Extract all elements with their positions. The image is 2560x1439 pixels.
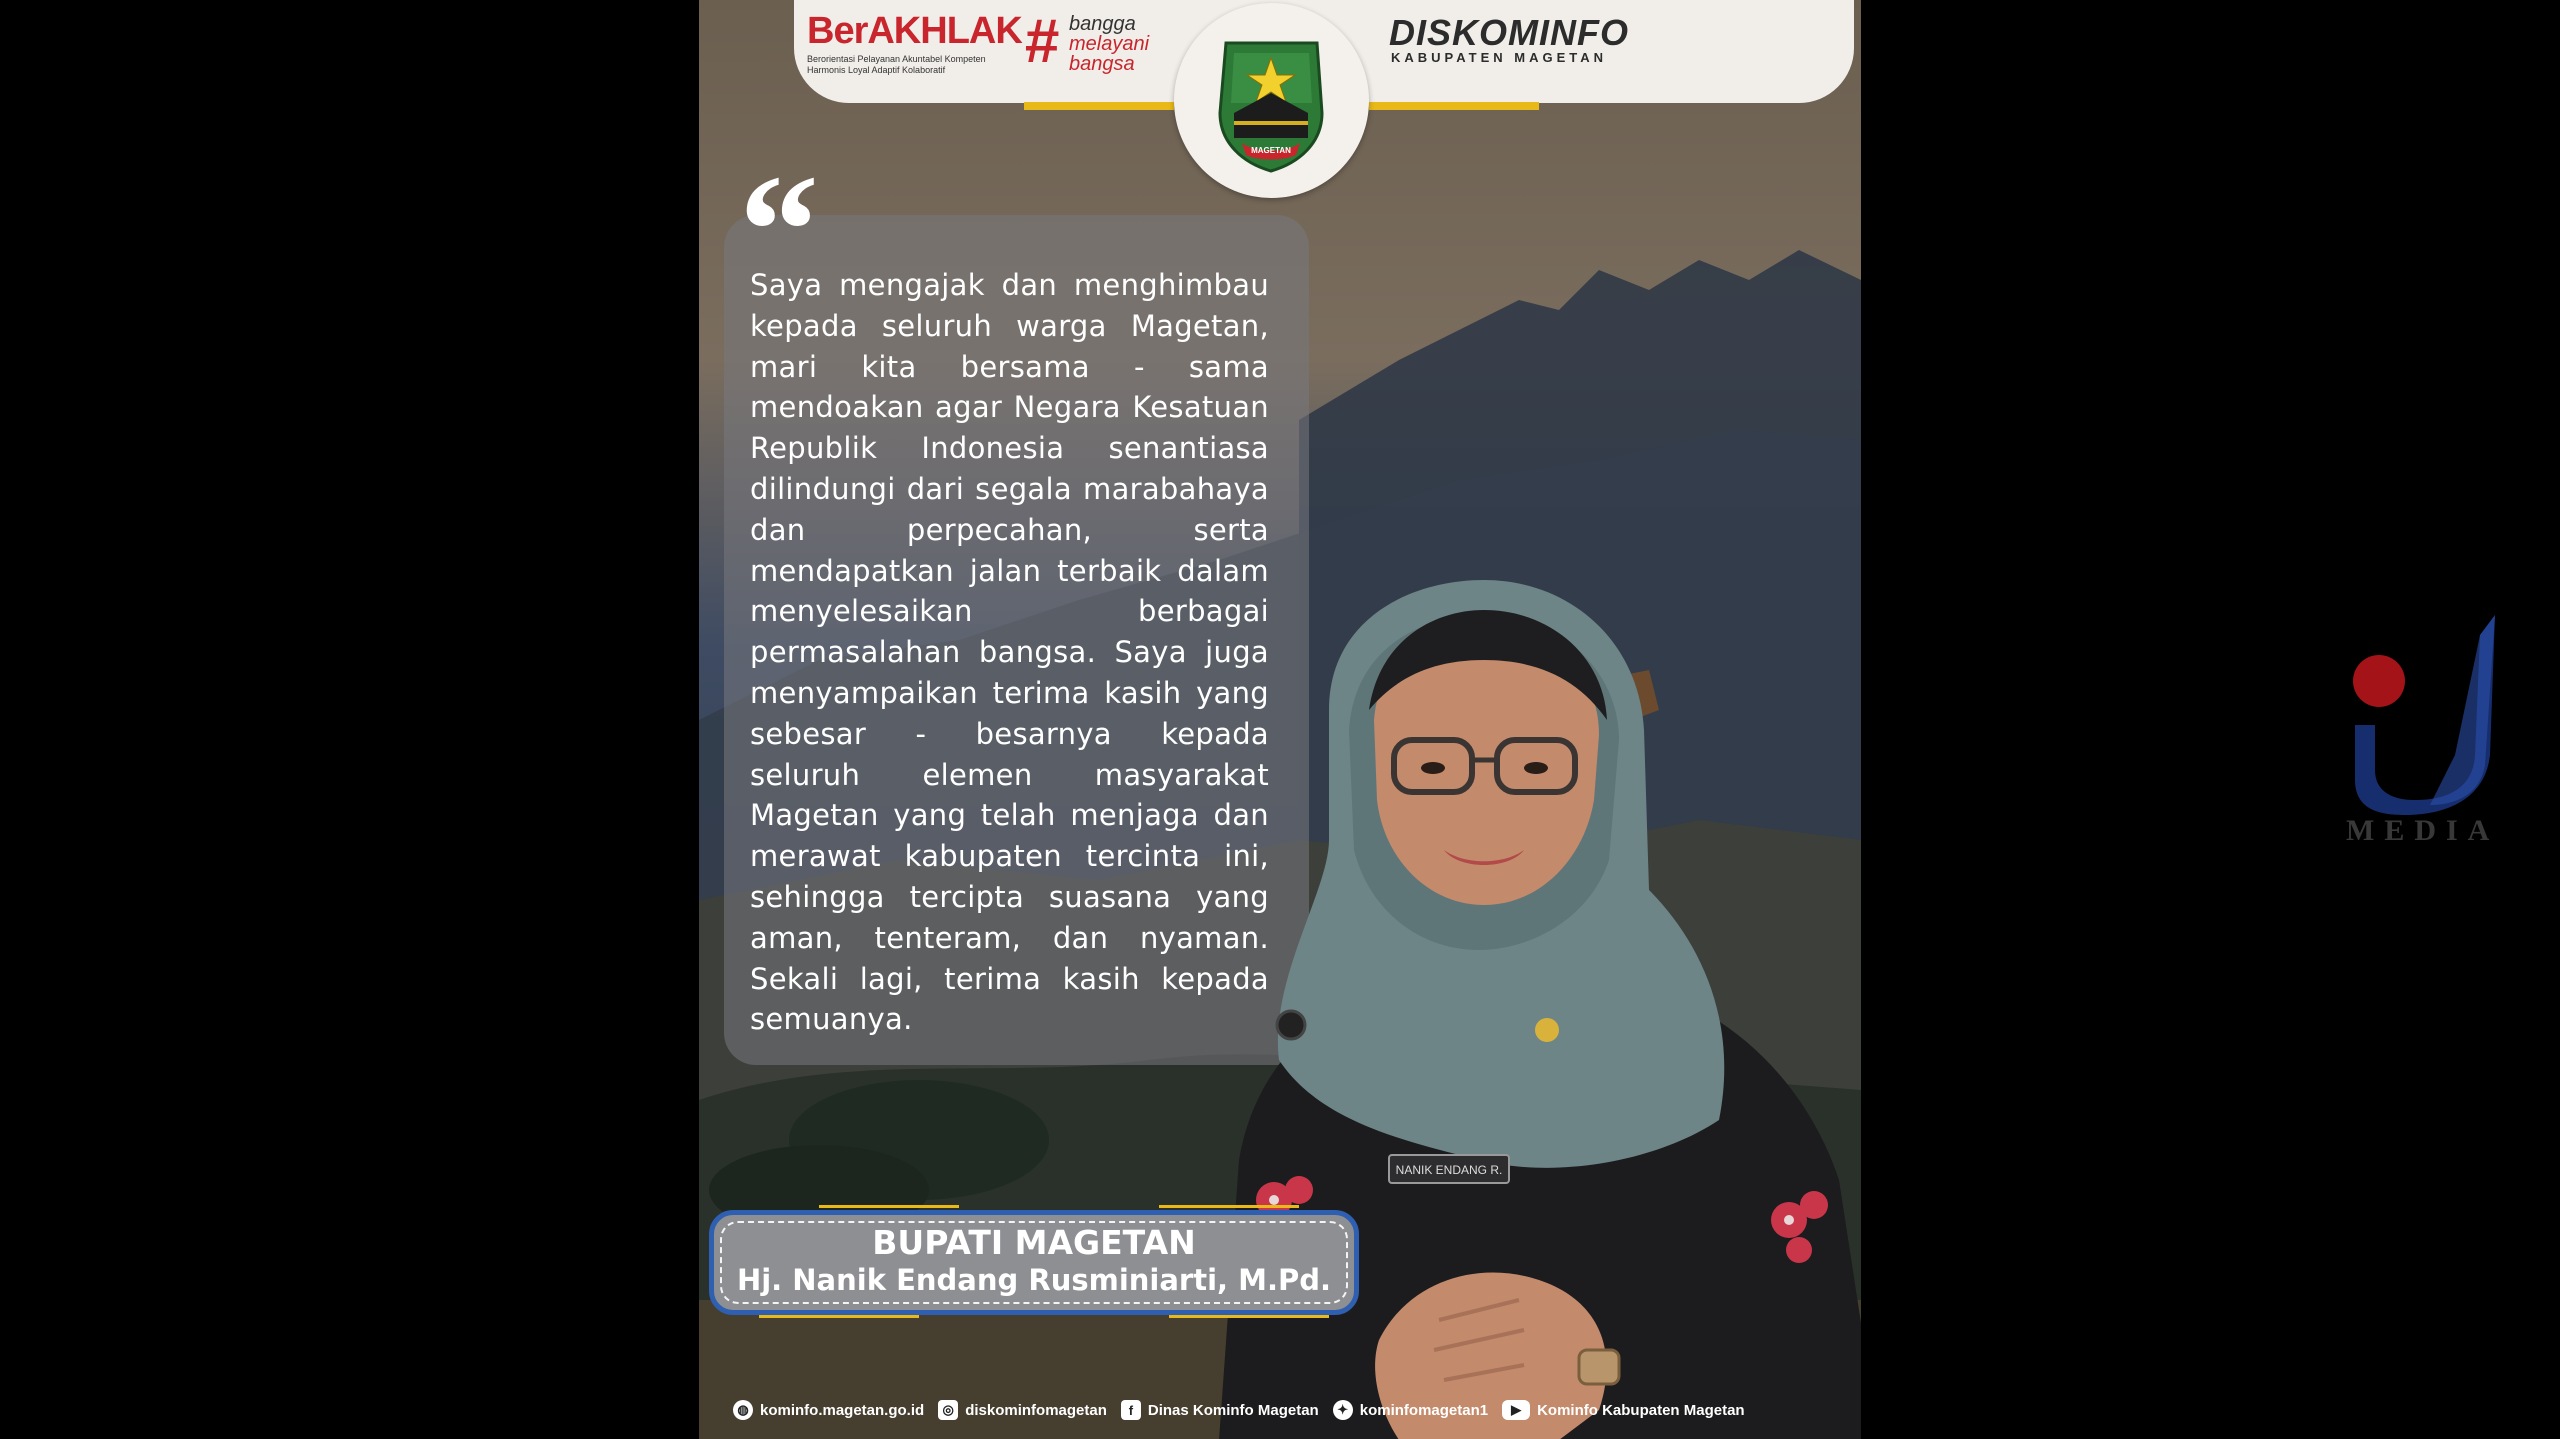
diskominfo-logo: DISKOMINFO: [1389, 12, 1629, 53]
header-accent-right: [1369, 102, 1539, 110]
banner-deco-top-left: [819, 1205, 959, 1208]
shield-emblem-icon: [1174, 3, 1369, 198]
bangga-line-1: bangga: [1069, 13, 1136, 35]
social-footer: [733, 1397, 1759, 1423]
bangga-line-3: bangsa: [1069, 53, 1135, 75]
banner-deco-top-right: [1159, 1205, 1299, 1208]
hashtag-icon: #: [1024, 7, 1059, 76]
banner-deco-bottom-left: [759, 1315, 919, 1318]
globe-icon: ◍: [733, 1400, 753, 1420]
youtube-link[interactable]: [1502, 1400, 1745, 1420]
instagram-icon: ◎: [938, 1400, 958, 1420]
diskominfo-subtitle: KABUPATEN MAGETAN: [1391, 50, 1608, 65]
instagram-label: diskominfomagetan: [965, 1401, 1107, 1419]
emblem-label: MAGETAN: [1251, 146, 1291, 155]
quote-text: Saya mengajak dan menghimbau kepada seluruh warga Magetan, mari kita bersama - sama mendoakan agar Negara Kesatuan Republik Indonesia senantiasa dilindungi dari segala marabahaya dan perpecahan, serta mendapatkan jalan terbaik dalam menyelesaikan berbagai permasalahan bangsa. Saya juga menyampaikan terima kasih yang sebesar - besarnya kepada seluruh elemen masyarakat Magetan yang telah menjaga dan merawat kabupaten tercinta ini, sehingga tercipta suasana yang aman, tenteram, dan nyaman. Sekali lagi, terima kasih kepada semuanya.: [750, 268, 1269, 1037]
bangga-melayani-logo: [1069, 14, 1189, 74]
youtube-label: Kominfo Kabupaten Magetan: [1537, 1401, 1745, 1419]
berakhlak-logo: BerAKHLAK: [807, 10, 1022, 52]
position-title: BUPATI MAGETAN: [872, 1223, 1196, 1262]
quote-mark-icon: “: [739, 141, 819, 319]
twitter-icon: ✦: [1333, 1400, 1353, 1420]
magetan-emblem: [1174, 3, 1369, 198]
watermark-text: MEDIA: [2346, 814, 2500, 847]
facebook-label: Dinas Kominfo Magetan: [1147, 1401, 1319, 1419]
person-name: Hj. Nanik Endang Rusminiarti, M.Pd.: [736, 1263, 1332, 1297]
facebook-link[interactable]: [1121, 1400, 1319, 1420]
poster: [699, 0, 1861, 1439]
instagram-link[interactable]: [938, 1400, 1107, 1420]
website-label: kominfo.magetan.go.id: [760, 1401, 925, 1419]
twitter-link[interactable]: [1333, 1400, 1488, 1420]
berakhlak-tagline: Berorientasi Pelayanan Akuntabel Kompeten Harmonis Loyal Adaptif Kolaboratif: [807, 54, 986, 75]
name-tag: NANIK ENDANG R.: [1395, 1163, 1503, 1177]
website-link[interactable]: [733, 1400, 924, 1420]
header-accent-left: [1024, 102, 1174, 110]
youtube-icon: ▶: [1502, 1400, 1530, 1420]
facebook-icon: f: [1121, 1400, 1141, 1420]
twitter-label: kominfomagetan1: [1359, 1401, 1489, 1419]
bangga-line-2: melayani: [1069, 33, 1150, 55]
banner-deco-bottom-right: [1169, 1315, 1329, 1318]
name-banner: [709, 1210, 1359, 1315]
